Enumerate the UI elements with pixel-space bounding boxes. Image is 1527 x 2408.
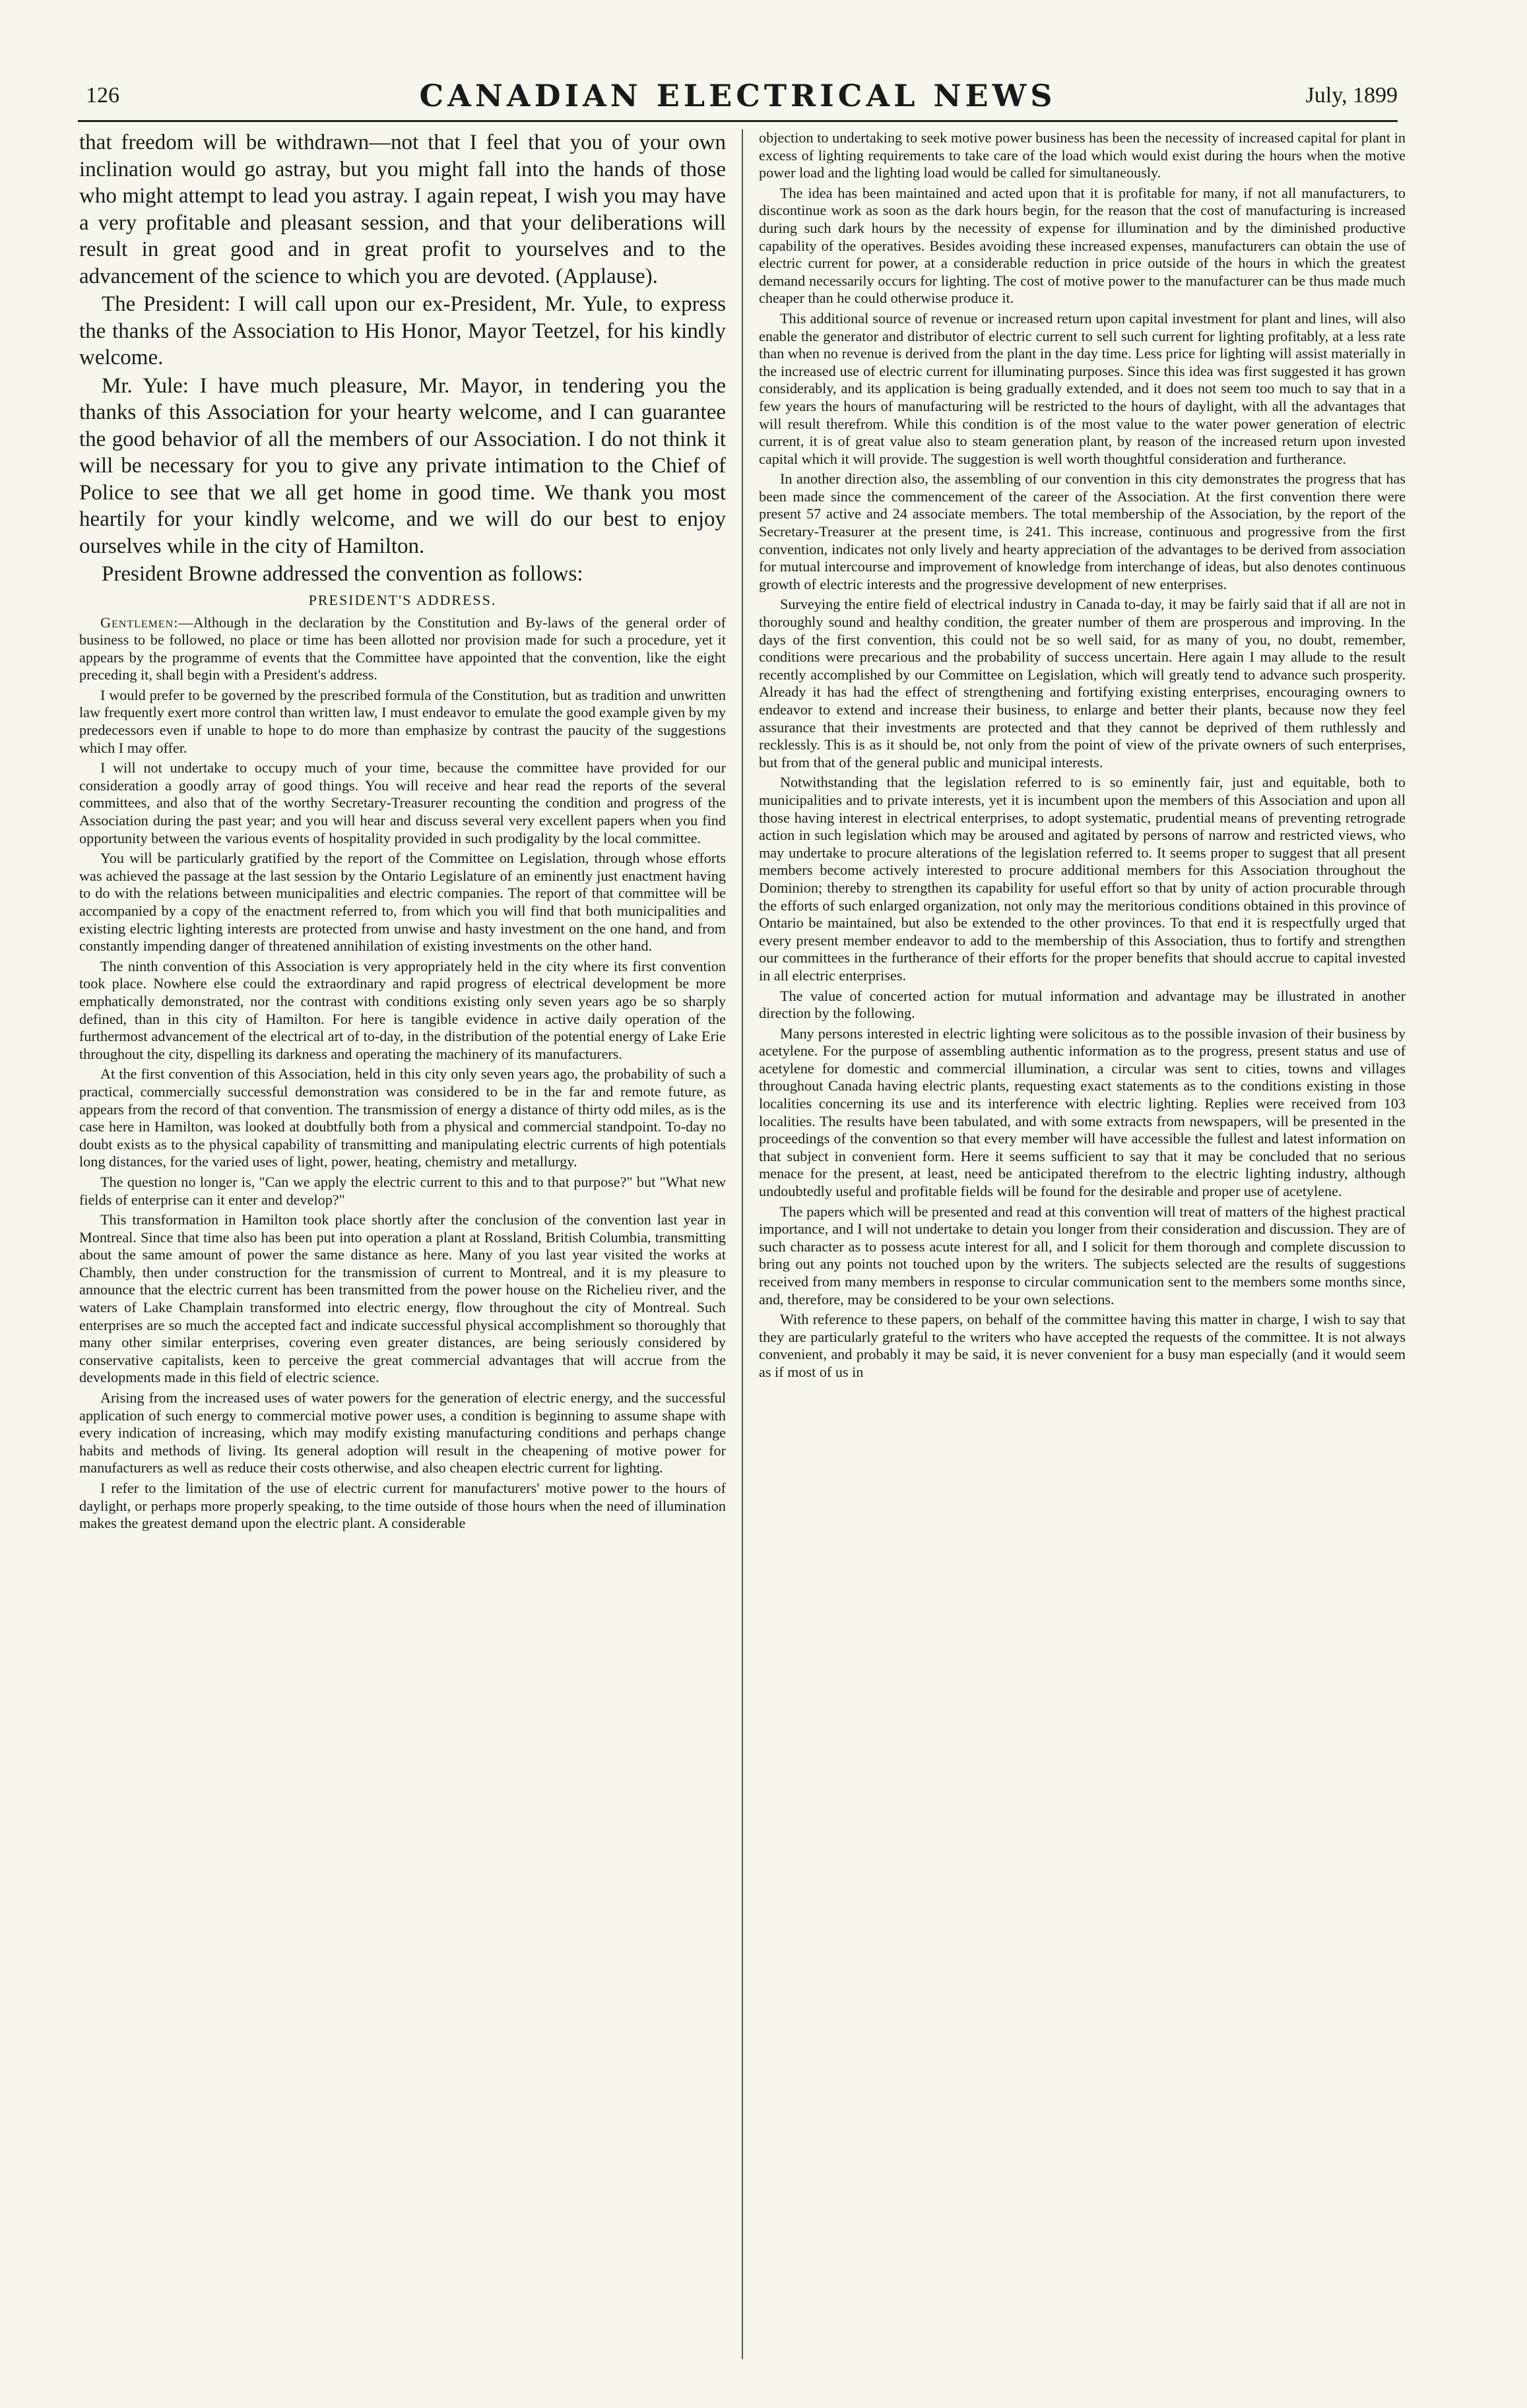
address-paragraph: I refer to the limitation of the use of electric current for manufacturers' motive power to the hours of daylight, or perhaps more properly speaking, to the time outside of those hours when the need of illumination makes the greatest demand upon the electric plant. A considerable — [79, 1480, 726, 1532]
issue-date: July, 1899 — [1305, 83, 1398, 108]
address-paragraph: I will not undertake to occupy much of your time, because the committee have provided for our consideration a goodly array of good things. You will receive and hear read the reports of the several committees, and also that of the worthy Secretary-Treasurer recounting the condition and progress of the Association during the past year; and you will hear and discuss several very excellent papers when you find opportunity between the various events of hospitality provided in such prodigality by the local committee. — [79, 759, 726, 846]
address-paragraph: This transformation in Hamilton took place shortly after the conclusion of the convention last year in Montreal. Since that time also has been put into operation a plant at Rossland, British Columbia, transmitting about the same amount of power the same distance as here. Many of you last year visited the works at Chambly, then under construction for the transmission of current to Montreal, and it is my pleasure to announce that the electric current has been transmitted from the power house on the Richelieu river, and the waters of Lake Champlain transformed into electric energy, flow throughout the city of Montreal. Such enterprises are so much the accepted fact and indicate successful physical accomplishment so thoroughly that many other similar enterprises, covering even greater distances, are being seriously considered by conservative capitalists, keen to perceive the great commercial advantages that will accrue from the developments made in this field of electric science. — [79, 1211, 726, 1386]
address-paragraph: Arising from the increased uses of water powers for the generation of electric energy, and the successful application of such energy to commercial motive power uses, a condition is beginning to assume shape with every indication of increasing, which may modify existing manufacturing conditions and perhaps change habits and methods of living. Its general adoption will result in the cheapening of motive power for manufacturers as well as reduce their costs otherwise, and also cheapen electric current for lighting. — [79, 1389, 726, 1476]
address-paragraph: Notwithstanding that the legislation referred to is so eminently fair, just and equitable, both to municipalities and to private interests, yet it is incumbent upon the members of this Association and upon all those having interest in electrical enterprises, to adopt systematic, prudential means of preventing retrograde action in such legislation which may be aroused and agitated by persons of narrow and restricted views, who may undertake to procure alterations of the legislation referred to. It seems proper to suggest that all present members become actively interested to procure additional members for this Association throughout the Dominion; thereby to strengthen its capability for useful effort so that by unity of action procurable through the efforts of such enlarged organization, not only may the meritorious conditions obtained in this province of Ontario be maintained, but also be extended to the other provinces. To that end it is respectfully urged that every present member endeavor to add to the membership of this Association, thus to fortify and strengthen our committees in the furtherance of their efforts for the proper benefits that should accrue to capital invested in all electric enterprises. — [759, 774, 1406, 984]
lead-paragraph: President Browne addressed the convention as follows: — [102, 562, 583, 586]
header-rule — [78, 120, 1398, 122]
address-paragraph: The value of concerted action for mutual information and advantage may be illustrated in another direction by the following. — [759, 987, 1406, 1022]
address-text — [79, 614, 726, 1533]
address-paragraph: objection to undertaking to seek motive power business has been the necessity of increased capital for plant in excess of lighting requirements to take care of the load which would exist during the hours when the motive power load and the lighting load would be called for simultaneously. — [759, 129, 1406, 181]
address-paragraph: The question no longer is, "Can we apply the electric current to this and to that purpose?" but "What new fields of enterprise can it enter and develop?" — [79, 1173, 726, 1208]
address-paragraph: In another direction also, the assembling of our convention in this city demonstrates the progress that has been made since the commencement of the career of the Association. At the first convention there were present 57 active and 24 associate members. The total membership of the Association, by the report of the Secretary-Treasurer at the present time, is 241. This increase, continuous and progressive from the first convention, indicates not only lively and hearty appreciation of the advantages to be derived from association for mutual intercourse and improvement of knowledge from interchange of ideas, but also denotes continuous growth of electric interests and the progressive development of new enterprises. — [759, 470, 1406, 592]
lead-text — [79, 129, 726, 588]
address-paragraph: At the first convention of this Association, held in this city only seven years ago, the probability of such a practical, commercially successful demonstration was considered to be in the far and remote future, as appears from the record of that convention. The transmission of energy a distance of thirty odd miles, as is the case here in Hamilton, was looked at doubtfully both from a physical and commercial standpoint. To-day no doubt exists as to the physical capability of transmitting and manipulating electric currents of high potentials long distances, for the varied uses of light, power, heating, chemistry and metallurgy. — [79, 1065, 726, 1170]
address-paragraph: The papers which will be presented and read at this convention will treat of matters of the highest practical importance, and I will not undertake to detain you longer from their consideration and discussion. They are of such character as to possess acute interest for all, and I solicit for them thorough and complete discussion to bring out any points not touched upon by the writers. The subjects selected are the results of suggestions received from many members in response to circular communication sent to the members some months since, and, therefore, may be considered to be your own selections. — [759, 1203, 1406, 1308]
lead-paragraph: that freedom will be withdrawn—not that I feel that you of your own inclination would go astray, but you might fall into the hands of those who might attempt to lead you astray. I again repeat, I wish you may have a very profitable and pleasant session, and that your deliberations will result in great good and in great profit to yourselves and to the advancement of the science to which you are devoted. (Applause). — [79, 131, 726, 288]
salutation: Gentlemen: — [100, 614, 179, 631]
address-paragraph: Surveying the entire field of electrical industry in Canada to-day, it may be fairly said that if all are not in thoroughly sound and healthy condition, the greater number of them are prosperous and improving. In the days of the first convention, this could not be so well said, for as many of you, no doubt, remember, conditions were precarious and the probability of success uncertain. Here again I may allude to the result recently accomplished by our Committee on Legislation, which will greatly tend to advance such prosperity. Already it has had the effect of strengthening and fortifying existing enterprises, encouraging owners to endeavor to extend and increase their business, to enlarge and better their plants, because now they feel assurance that their investments are protected and that they cannot be deprived of them ruthlessly and recklessly. This is as it should be, not only from the point of view of the private owners of such enterprises, but from that of the general public and municipal interests. — [759, 596, 1406, 771]
paragraph-text: —Although in the declaration by the Constitution and By-laws of the general order of business to be followed, no place or time has been allotted nor provision made for such a procedure, yet it appears by the programme of events that the Committee have appointed that the convention, like the eight preceding it, shall begin with a President's address. — [79, 614, 726, 683]
address-paragraph: I would prefer to be governed by the prescribed formula of the Constitution, but as tradition and unwritten law frequently exert more control than written law, I must endeavor to emulate the good example given by my predecessors even if unable to hope to do more than emphasize by contrast the paucity of the suggestions which I may offer. — [79, 686, 726, 756]
publication-title: CANADIAN ELECTRICAL NEWS — [419, 78, 1056, 113]
page-header — [78, 78, 1398, 117]
page-number: 126 — [86, 83, 119, 108]
address-paragraph: This additional source of revenue or increased return upon capital investment for plant and lines, will also enable the generator and distributor of electric current to sell such current for lighting profitably, at a less rate than when no revenue is derived from the plant in the day time. Less price for lighting will assist materially in the increased use of electric current for illuminating purposes. Since this idea was first suggested it has grown considerably, and its application is being gradually extended, and it does not seem too much to say that in a few years the hours of manufacturing will be restricted to the hours of daylight, with all the advantages that will result therefrom. While this condition is of the most value to the water power generation of electric current, it is of great value also to steam generation plant, by reason of the increased return upon invested capital which it will provide. The suggestion is well worth thoughtful consideration and furtherance. — [759, 309, 1406, 467]
left-column — [79, 129, 726, 2372]
address-paragraph: The ninth convention of this Association is very appropriately held in the city where its first convention took place. Nowhere else could the extraordinary and rapid progress of electrical development be more emphatically demonstrated, nor the contrast with conditions existing only seven years ago be so sharply defined, than in this city of Hamilton. For here is tangible evidence in active daily operation of the furthermost advancement of the electrical art of to-day, in the distribution of the potential energy of Lake Erie throughout the city, dispelling its darkness and operating the machinery of its manufacturers. — [79, 957, 726, 1062]
column-divider — [742, 129, 743, 2359]
address-paragraph — [79, 614, 726, 684]
address-paragraph: The idea has been maintained and acted upon that it is profitable for many, if not all manufacturers, to discontinue work as soon as the dark hours begin, for the reason that the cost of manufacturing is increased during such dark hours by the necessity of expense for illumination and by the diminished productive capability of the operatives. Besides avoiding these increased expenses, manufacturers can obtain the use of electric current for power, at a considerable reduction in price outside of the hours in which the greatest demand necessarily occurs for lighting. The cost of motive power to the manufacturer can be thus made much cheaper than he could otherwise produce it. — [759, 184, 1406, 307]
right-column — [759, 129, 1406, 2372]
address-paragraph: Many persons interested in electric lighting were solicitous as to the possible invasion of their business by acetylene. For the purpose of assembling authentic information as to the progress, present status and use of acetylene for domestic and commercial illumination, a circular was sent to cities, towns and villages throughout Canada having electric plants, requesting exact statements as to the conditions existing in those localities concerning its use and its interference with electric lighting. Replies were received from 103 localities. The results have been tabulated, and with some extracts from newspapers, will be presented in the proceedings of the convention so that every member will have accessible the fullest and latest information on that subject in convenient form. Here it seems sufficient to say that it may be concluded that no serious menace for the present, at least, need be anticipated therefrom to the electric lighting industry, although undoubtedly useful and profitable fields will be found for the desirable and proper use of acetylene. — [759, 1025, 1406, 1200]
lead-paragraph: Mr. Yule: I have much pleasure, Mr. Mayor, in tendering you the thanks of this Association for your hearty welcome, and I can guarantee the good behavior of all the members of our Association. I do not think it will be necessary for you to give any private intimation to the Chief of Police to see that we all get home in good time. We thank you most heartily for your kindly welcome, and we will do our best to enjoy ourselves while in the city of Hamilton. — [79, 373, 726, 558]
address-paragraph: With reference to these papers, on behalf of the committee having this matter in charge, I wish to say that they are particularly grateful to the writers who have accepted the requests of the committee. It is not always convenient, and probably it may be said, it is never convenient for a busy man especially (and it would seem as if most of us in — [759, 1311, 1406, 1380]
lead-paragraph: The President: I will call upon our ex-President, Mr. Yule, to express the thanks of the Association to His Honor, Mayor Teetzel, for his kindly welcome. — [79, 292, 726, 369]
section-heading: PRESIDENT'S ADDRESS. — [308, 591, 497, 608]
address-paragraph: You will be particularly gratified by the report of the Committee on Legislation, through whose efforts was achieved the passage at the last session by the Ontario Legislature of an eminently just enactment having to do with the relations between municipalities and electric companies. The report of that committee will be accompanied by a copy of the enactment referred to, from which you will find that both municipalities and existing electric lighting interests are protected from unwise and hasty investment on the one hand, and from constantly impending danger of threatened annihilation of existing investments on the other hand. — [79, 850, 726, 955]
